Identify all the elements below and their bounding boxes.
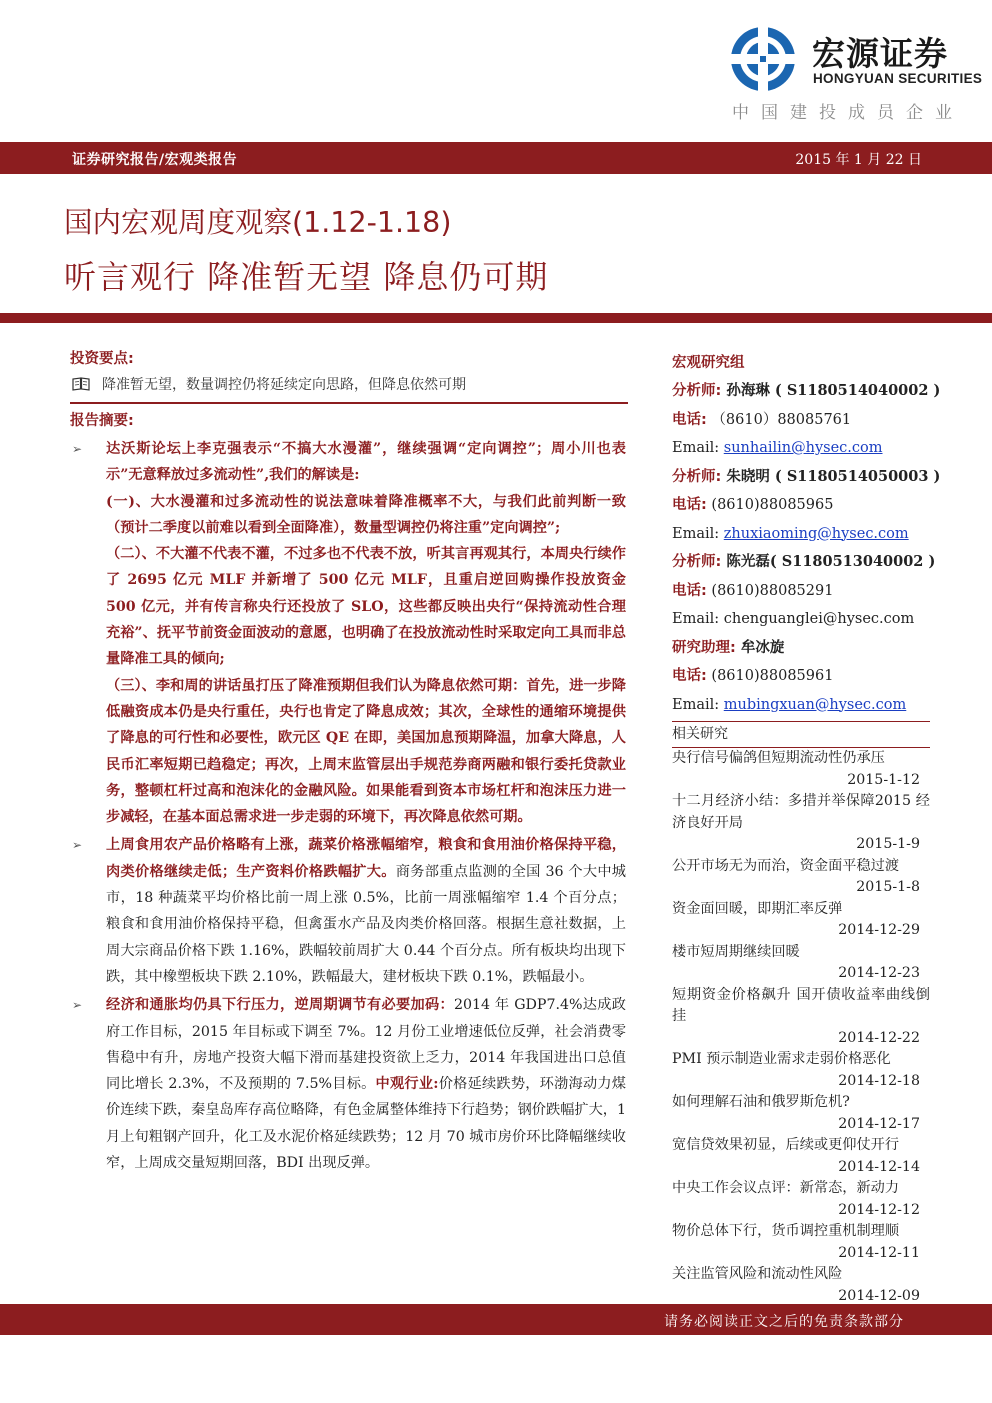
analyst-email-link[interactable]: mubingxuan@hysec.com: [723, 696, 907, 713]
analyst-phone: (8610)88085291: [706, 582, 834, 599]
analyst-phone-line: [672, 491, 930, 520]
analyst-role-label: 分析师:: [672, 468, 722, 485]
phone-label: 电话:: [672, 582, 707, 599]
related-research-date: 2014-12-11: [838, 1244, 920, 1261]
summary-bullet-text: [106, 992, 626, 1176]
related-research-item[interactable]: [672, 942, 930, 985]
related-research-date: 2014-12-09: [838, 1287, 920, 1304]
analyst-name-line: [672, 377, 941, 406]
related-research-item[interactable]: [672, 1221, 930, 1264]
summary-text-segment: 2014 年 GDP7.4%达成政府工作目标，2015 年目标或下调至 7%。12 月份工业增速低位反弹，社会消费零售稳中有升，房地产投资大幅下滑而基建投资欲上乏力，2014 年我国进出口总值同比增长 2.3%，不及预期的 7.5%目标。: [106, 997, 626, 1093]
related-research-item[interactable]: [672, 1049, 930, 1092]
email-label: Email:: [672, 440, 720, 456]
email-label: Email:: [672, 525, 720, 542]
summary-paragraph: [106, 541, 626, 672]
related-research-title: 相关研究: [672, 721, 930, 748]
email-label: Email:: [672, 611, 720, 627]
analyst-email-line: [672, 434, 930, 463]
section-rule: [70, 402, 628, 404]
research-group-title: 宏观研究组: [672, 355, 745, 371]
related-research-title-text: 短期资金价格飙升 国开债收益率曲线倒挂: [672, 986, 930, 1024]
analyst-email-link[interactable]: zhuxiaoming@hysec.com: [723, 525, 909, 542]
analyst-email-link[interactable]: sunhailin@hysec.com: [723, 440, 883, 456]
related-research-item[interactable]: [672, 856, 930, 899]
analyst-phone-line: [672, 406, 930, 435]
summary-text-segment: 中观行业:: [375, 1076, 439, 1093]
related-research-title-text: 楼市短周期继续回暖: [672, 943, 800, 960]
summary-text-segment: （三）、李和周的讲话虽打压了降准预期但我们认为降息依然可期：首先，进一步降低融资成本仍是央行重任，央行也肯定了降息成效；其次，全球性的通缩环境提供了降息的可行性和必要性，欧元区 QE 在即，美国加息预期降温，加拿大降息，人民币汇率短期已趋稳定；再次，上周末监管层出手规范券商两融和银行委托贷款业务，整顿杠杆过高和泡沫化的金融风险。如果能看到资本市场杠杆和泡沫压力进一步减轻，在基本面总需求进一步走弱的环境下，再次降息依然可期。: [106, 677, 626, 826]
related-research-date: 2015-1-8: [856, 879, 920, 895]
related-research-date: 2014-12-22: [838, 1029, 920, 1046]
bullet-arrow-icon: ➢: [72, 998, 83, 1013]
summary-text-segment: 价格延续跌势，环渤海动力煤价连续下跌，秦皇岛库存高位略降，有色金属整体维持下行趋势；钢价跌幅扩大，1 月上旬粗钢产回升，化工及水泥价格延续跌势；12 月 70 城市房价环比降幅继续收窄，上周成交量短期回落，BDI 出现反弹。: [106, 1076, 626, 1172]
summary-text-segment: (一)、大水漫灌和过多流动性的说法意味着降准概率不大，与我们此前判断一致（预计二季度以前难以看到全面降准），数量型调控仍将注重”定向调控”;: [106, 493, 626, 536]
related-research-date: 2015-1-12: [847, 771, 920, 788]
book-icon: [72, 377, 90, 391]
analyst-email-line: [672, 605, 930, 634]
bullet-arrow-icon: ➢: [72, 442, 83, 456]
related-research-date: 2014-12-23: [838, 965, 920, 981]
disclaimer-text: 请务必阅读正文之后的免责条款部分: [664, 1314, 904, 1330]
analyst-phone-line: [672, 662, 930, 691]
analyst-phone: (8610)88085965: [706, 497, 834, 513]
summary-bullet: [70, 436, 628, 830]
summary-bullet: [70, 832, 628, 990]
bullet-arrow-icon: ➢: [72, 838, 83, 853]
related-research-item[interactable]: [672, 1135, 930, 1178]
related-research-title-text: 关注监管风险和流动性风险: [672, 1266, 843, 1282]
related-research-date: 2014-12-14: [838, 1158, 920, 1175]
summary-bullets: [70, 436, 628, 1176]
brand-logo: [730, 26, 983, 126]
footer-band: [0, 1304, 992, 1335]
analyst-name: 孙海琳 ( S1180514040002 ): [721, 382, 941, 399]
title-divider: [0, 313, 992, 323]
summary-paragraph: [106, 489, 626, 542]
summary-bullet-text: [106, 832, 626, 990]
report-subtitle: 听言观行 降准暂无望 降息仍可期: [64, 258, 549, 296]
related-research-date: 2015-1-9: [856, 836, 920, 852]
phone-label: 电话:: [672, 411, 707, 428]
related-research-list: [672, 748, 930, 1307]
email-label: Email:: [672, 696, 720, 713]
related-research-title-text: 十二月经济小结：多措并举保障2015 经济良好开局: [672, 793, 930, 831]
analyst-email-link: chenguanglei@hysec.com: [723, 611, 915, 627]
report-title: 国内宏观周度观察(1.12-1.18): [64, 206, 452, 239]
related-research-title-text: 中央工作会议点评：新常态，新动力: [672, 1180, 900, 1196]
report-header-band: [0, 142, 992, 174]
analyst-role-label: 分析师:: [672, 554, 722, 570]
analyst-name: 牟冰旋: [735, 638, 785, 656]
summary-label: 报告摘要:: [70, 413, 134, 429]
related-research-item[interactable]: [672, 899, 930, 942]
analyst-phone-line: [672, 577, 930, 606]
analyst-list: [672, 377, 941, 719]
summary-text-segment: （二）、不大灌不代表不灌，不过多也不代表不放，听其言再观其行，本周央行续作了 2695 亿元 MLF 并新增了 500 亿元 MLF，且重启逆回购操作投放资金 500 亿元，并有传言称央行还投放了 SLO，这些都反映出央行“保持流动性合理充裕”、抚平节前资金面波动的意愿，也明确了在投放流动性时采取定向工具而非总量降准工具的倾向;: [106, 546, 626, 668]
summary-text-segment: 上周食用农产品价格略有上涨，蔬菜价格涨幅缩窄，粮食和食用油价格保持平稳，肉类价格继续走低；生产资料价格跌幅扩大。: [106, 837, 626, 880]
summary-text-segment: 商务部重点监测的全国 36 个大中城市，18 种蔬菜平均价格比前一周上涨 0.5%，比前一周涨幅缩窄 1.4 个百分点；粮食和食用油价格保持平稳，但禽蛋水产品及肉类价格回落。根据生意社数据，上周大宗商品价格下跌 1.16%，跌幅较前周扩大 0.44 个百分点。所有板块均出现下跌，其中橡塑板块下跌 2.10%，跌幅最大，建材板块下跌 0.1%，跌幅最小。: [106, 863, 626, 985]
summary-paragraph: [106, 832, 626, 990]
analyst-name: 朱晓明 ( S1180514050003 ): [721, 467, 941, 485]
investment-label: 投资要点:: [70, 351, 134, 367]
related-research-item[interactable]: [672, 1092, 930, 1135]
summary-text-segment: 经济和通胀均仍具下行压力，逆周期调节有必要加码：: [106, 997, 454, 1014]
brand-slogan: 中国建投成员企业: [732, 103, 964, 123]
summary-paragraph: [106, 992, 626, 1176]
related-research-date: 2014-12-29: [838, 922, 920, 938]
analyst-role-label: 研究助理:: [672, 639, 736, 656]
analyst-email-line: [672, 691, 930, 720]
related-research-title-text: 物价总体下行，货币调控重机制理顺: [672, 1223, 900, 1239]
brand-name-cn: 宏源证券: [812, 34, 948, 73]
summary-paragraph: [106, 673, 626, 831]
brand-name-en: HONGYUAN SECURITIES: [813, 71, 983, 86]
sidebar: [672, 350, 941, 1307]
related-research-date: 2014-12-18: [838, 1072, 920, 1089]
investment-point-text: 降准暂无望，数量调控仍将延续定向思路，但降息依然可期: [102, 377, 466, 393]
summary-bullet-text: [106, 436, 626, 830]
related-research-title-text: 公开市场无为而治，资金面平稳过渡: [672, 857, 900, 874]
related-research-item[interactable]: [672, 1264, 930, 1307]
related-research-date: 2014-12-12: [838, 1201, 920, 1218]
investment-point: [70, 372, 628, 396]
related-research-title-text: 央行信号偏鸽但短期流动性仍承压: [672, 750, 885, 766]
report-date: 2015 年 1 月 22 日: [795, 152, 922, 168]
related-research-title-text: 资金面回暖，即期汇率反弹: [672, 900, 843, 917]
analyst-name: 陈光磊( S1180513040002 ): [721, 553, 936, 570]
analyst-phone: (8610)88085961: [706, 668, 834, 684]
related-research-title-text: 宽信贷效果初显，后续或更仰仗开行: [672, 1137, 900, 1153]
phone-label: 电话:: [672, 497, 707, 513]
summary-paragraph: [106, 436, 626, 489]
summary-bullet: [70, 992, 628, 1176]
summary-text-segment: 达沃斯论坛上李克强表示“不搞大水漫灌”，继续强调“定向调控”；周小川也表示”无意释放过多流动性”,我们的解读是:: [106, 441, 626, 484]
analyst-phone: （8610）88085761: [706, 411, 852, 428]
analyst-name-line: [672, 634, 930, 663]
phone-label: 电话:: [672, 668, 707, 684]
hongyuan-logo-icon: [730, 26, 796, 92]
main-column: [70, 346, 628, 1176]
analyst-role-label: 分析师:: [672, 383, 722, 399]
related-research-title-text: PMI 预示制造业需求走弱价格恶化: [672, 1051, 891, 1067]
analyst-name-line: [672, 548, 936, 577]
analyst-name-line: [672, 463, 941, 492]
related-research-item[interactable]: [672, 985, 930, 1050]
report-category: 证券研究报告/宏观类报告: [72, 152, 238, 168]
related-research-item[interactable]: [672, 1178, 930, 1221]
related-research-item[interactable]: [672, 748, 930, 791]
related-research-date: 2014-12-17: [838, 1115, 920, 1132]
related-research-title-text: 如何理解石油和俄罗斯危机?: [672, 1094, 850, 1110]
related-research-item[interactable]: [672, 791, 930, 856]
analyst-email-line: [672, 520, 930, 549]
